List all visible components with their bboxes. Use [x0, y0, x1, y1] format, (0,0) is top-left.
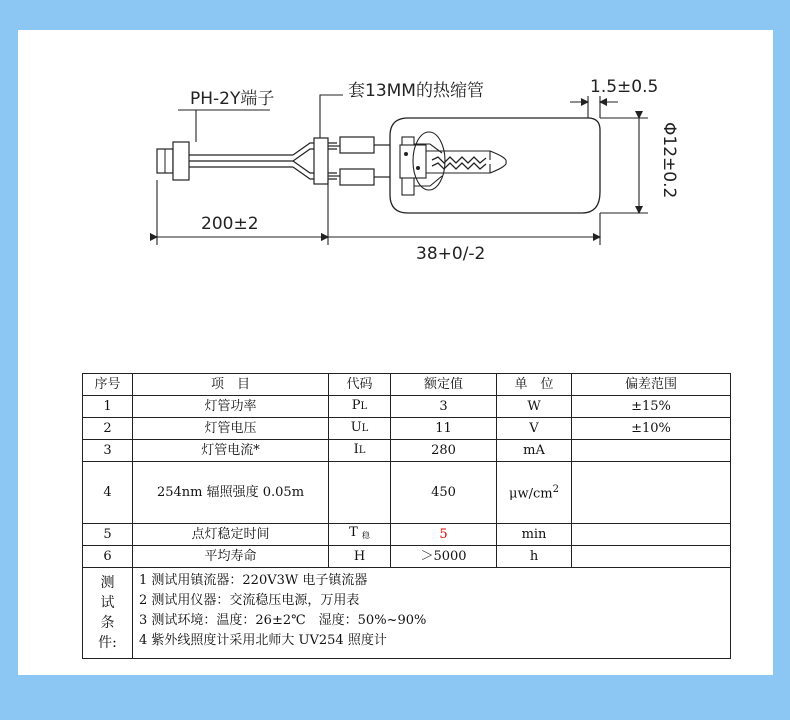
table-row — [83, 546, 731, 568]
test-conditions-list — [133, 568, 731, 659]
row-tolerance — [572, 524, 731, 546]
row-item: 平均寿命 — [133, 546, 329, 568]
row-code: H — [329, 546, 391, 568]
row-number: 5 — [83, 524, 133, 546]
table-header-row — [83, 374, 731, 396]
row-number: 2 — [83, 418, 133, 440]
row-item: 点灯稳定时间 — [133, 524, 329, 546]
code-main: T — [349, 525, 358, 540]
row-value: 5 — [391, 524, 497, 546]
row-code — [329, 462, 391, 524]
row-item: 254nm 辐照强度 0.05m — [133, 462, 329, 524]
table-row — [83, 440, 731, 462]
row-unit — [497, 462, 572, 524]
row-tolerance: ±15% — [572, 396, 731, 418]
test-conditions-label — [83, 568, 133, 659]
row-tolerance — [572, 462, 731, 524]
code-sub: L — [358, 445, 366, 456]
table-row — [83, 524, 731, 546]
header-cell: 项 目 — [133, 374, 329, 396]
connector-label: PH-2Y端子 — [190, 89, 275, 109]
spec-table — [82, 373, 731, 659]
row-value: 11 — [391, 418, 497, 440]
label-char: 件: — [98, 635, 117, 651]
row-code — [329, 524, 391, 546]
header-cell: 单 位 — [497, 374, 572, 396]
sleeve-label: 套13MM的热缩管 — [348, 81, 484, 101]
row-value: ＞5000 — [391, 546, 497, 568]
row-item: 灯管电压 — [133, 418, 329, 440]
test-conditions-row — [83, 568, 731, 659]
row-value: 280 — [391, 440, 497, 462]
row-unit: min — [497, 524, 572, 546]
header-cell: 额定值 — [391, 374, 497, 396]
row-code — [329, 396, 391, 418]
code-main: U — [350, 420, 362, 435]
table-row — [83, 418, 731, 440]
unit-main: μw/cm — [509, 486, 553, 502]
label-char: 试 — [100, 595, 115, 611]
row-tolerance — [572, 546, 731, 568]
wire-length-dimension: 200±2 — [201, 214, 259, 234]
lamp-drawing — [18, 30, 773, 350]
row-unit: W — [497, 396, 572, 418]
table-row — [83, 462, 731, 524]
row-unit: h — [497, 546, 572, 568]
unit-sup: 2 — [552, 484, 559, 496]
row-item: 灯管电流* — [133, 440, 329, 462]
note-line: 2 测试用仪器：交流稳压电源，万用表 — [139, 593, 360, 608]
row-code — [329, 418, 391, 440]
row-tolerance: ±10% — [572, 418, 731, 440]
label-char: 条 — [100, 615, 115, 631]
diameter-dimension: Φ12±0.2 — [659, 122, 679, 199]
row-number: 4 — [83, 462, 133, 524]
note-line: 3 测试环境：温度：26±2℃ 湿度：50%~90% — [139, 613, 427, 628]
lamp-length-dimension: 38+0/-2 — [416, 244, 486, 264]
note-line: 1 测试用镇流器：220V3W 电子镇流器 — [139, 573, 368, 588]
table-row — [83, 396, 731, 418]
spec-card — [18, 30, 773, 675]
row-code — [329, 440, 391, 462]
header-cell: 代码 — [329, 374, 391, 396]
row-unit: V — [497, 418, 572, 440]
header-cell: 序号 — [83, 374, 133, 396]
code-sub: 稳 — [361, 531, 370, 540]
ph-2y-connector — [157, 142, 189, 180]
row-tolerance — [572, 440, 731, 462]
header-cell: 偏差范围 — [572, 374, 731, 396]
note-line: 4 紫外线照度计采用北师大 UV254 照度计 — [139, 633, 387, 648]
label-char: 测 — [100, 575, 115, 591]
gap-dimension: 1.5±0.5 — [590, 77, 659, 97]
resistor-pair — [328, 137, 390, 185]
code-sub: L — [361, 423, 369, 434]
row-value: 450 — [391, 462, 497, 524]
row-number: 6 — [83, 546, 133, 568]
code-main: I — [353, 442, 359, 457]
row-number: 1 — [83, 396, 133, 418]
lamp-tube — [390, 118, 600, 213]
row-item: 灯管功率 — [133, 396, 329, 418]
code-main: P — [351, 398, 361, 413]
row-unit: mA — [497, 440, 572, 462]
row-number: 3 — [83, 440, 133, 462]
code-sub: L — [360, 401, 368, 412]
heat-shrink-sleeve — [314, 138, 328, 184]
row-value: 3 — [391, 396, 497, 418]
